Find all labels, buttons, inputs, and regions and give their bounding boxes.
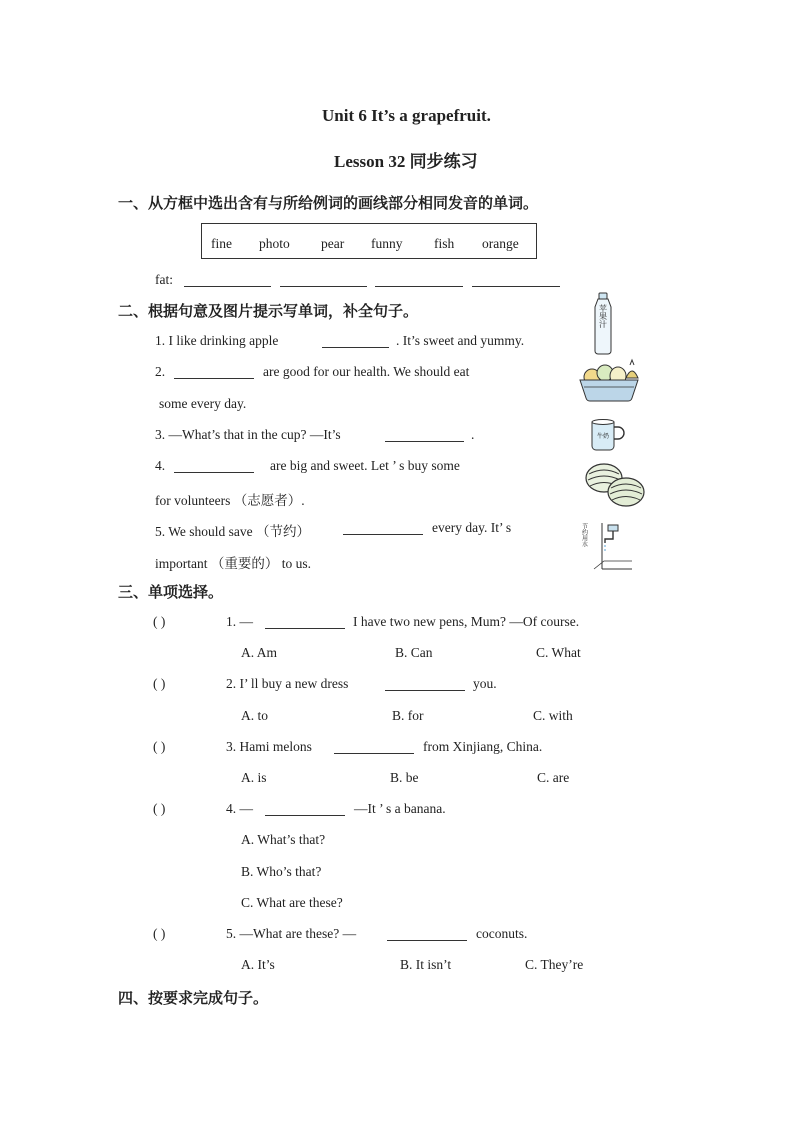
milk-cup-image: [588, 418, 626, 452]
choice-q3-option-a[interactable]: A. is: [241, 770, 267, 785]
choice-q2-option-a[interactable]: A. to: [241, 708, 268, 723]
question-2-3-tail: .: [471, 427, 475, 442]
choice-q4-stem: 4. —: [226, 801, 253, 816]
answer-blank[interactable]: [472, 274, 560, 287]
question-2-5-line2: important （重要的） to us.: [155, 556, 311, 571]
word-option: pear: [321, 236, 345, 251]
answer-parenthesis[interactable]: ( ): [153, 739, 166, 754]
section1-heading: 一、从方框中选出含有与所给例词的画线部分相同发音的单词。: [118, 196, 539, 212]
juice-label: 苹果汁: [598, 304, 608, 328]
choice-q4-option-b[interactable]: B. Who’s that?: [241, 864, 322, 879]
answer-parenthesis[interactable]: ( ): [153, 614, 166, 629]
choice-q1-option-a[interactable]: A. Am: [241, 645, 278, 660]
answer-blank[interactable]: [174, 460, 254, 473]
milk-label: 牛奶: [596, 433, 610, 440]
choice-q5-stem-tail: coconuts.: [476, 926, 528, 941]
word-box: [201, 223, 537, 259]
answer-blank[interactable]: [387, 928, 467, 941]
word-option: orange: [482, 236, 519, 251]
melons-image: [584, 458, 646, 510]
choice-q4-stem-tail: —It ’ s a banana.: [354, 801, 446, 816]
example-word: fat:: [155, 272, 173, 287]
choice-q1-stem: 1. —: [226, 614, 253, 629]
answer-parenthesis[interactable]: ( ): [153, 676, 166, 691]
pineapple-icon: [626, 371, 638, 378]
question-2-1-tail: . It’s sweet and yummy.: [396, 333, 525, 348]
section3-heading: 三、单项选择。: [118, 585, 224, 601]
answer-blank[interactable]: [265, 616, 345, 629]
word-option: fish: [434, 236, 455, 251]
choice-q3-stem-tail: from Xinjiang, China.: [423, 739, 543, 754]
answer-blank[interactable]: [322, 335, 389, 348]
choice-q2-stem-tail: you.: [473, 676, 497, 691]
choice-q1-stem-tail: I have two new pens, Mum? —Of course.: [353, 614, 580, 629]
choice-q2-option-c[interactable]: C. with: [533, 708, 573, 723]
choice-q2-option-b[interactable]: B. for: [392, 708, 424, 723]
choice-q3-option-c[interactable]: C. are: [537, 770, 570, 785]
word-option: fine: [211, 236, 232, 251]
answer-blank[interactable]: [385, 678, 465, 691]
choice-q3-option-b[interactable]: B. be: [390, 770, 419, 785]
answer-blank[interactable]: [280, 274, 367, 287]
answer-blank[interactable]: [385, 429, 464, 442]
answer-blank[interactable]: [334, 741, 414, 754]
choice-q4-option-a[interactable]: A. What’s that?: [241, 832, 326, 847]
word-option: funny: [371, 236, 403, 251]
page-title: Unit 6 It’s a grapefruit.: [322, 106, 491, 125]
question-2-4-text: are big and sweet. Let ’ s buy some: [270, 458, 460, 473]
water-tap-image: [580, 517, 634, 577]
choice-q5-option-b[interactable]: B. It isn’t: [400, 957, 452, 972]
answer-blank[interactable]: [184, 274, 271, 287]
choice-q5-option-a[interactable]: A. It’s: [241, 957, 275, 972]
answer-blank[interactable]: [375, 274, 463, 287]
question-2-4-num: 4.: [155, 458, 166, 473]
choice-q1-option-b[interactable]: B. Can: [395, 645, 433, 660]
answer-blank[interactable]: [343, 522, 423, 535]
section4-heading: 四、按要求完成句子。: [118, 991, 269, 1007]
choice-q2-stem: 2. I’ ll buy a new dress: [226, 676, 349, 691]
choice-q4-option-c[interactable]: C. What are these?: [241, 895, 343, 910]
question-2-5-tail: every day. It’ s: [432, 520, 512, 535]
answer-blank[interactable]: [265, 803, 345, 816]
question-2-1-text: 1. I like drinking apple: [155, 333, 279, 348]
basket-icon: [580, 380, 638, 401]
choice-q5-option-c[interactable]: C. They’re: [525, 957, 584, 972]
question-2-2-line2: some every day.: [159, 396, 247, 411]
question-2-5-text: 5. We should save （节约）: [155, 524, 311, 539]
question-2-4-line2: for volunteers （志愿者）.: [155, 493, 305, 508]
question-2-3-text: 3. —What’s that in the cup? —It’s: [155, 427, 341, 442]
juice-bottle-image: [590, 292, 616, 354]
choice-q3-stem: 3. Hami melons: [226, 739, 312, 754]
answer-parenthesis[interactable]: ( ): [153, 926, 166, 941]
choice-q5-stem: 5. —What are these? —: [226, 926, 357, 941]
water-label: 节约用水: [580, 523, 588, 547]
choice-q1-option-c[interactable]: C. What: [536, 645, 581, 660]
word-option: photo: [259, 236, 290, 251]
answer-blank[interactable]: [174, 366, 254, 379]
section2-heading: 二、根据句意及图片提示写单词，补全句子。: [118, 304, 419, 320]
fruit-basket-image: [578, 360, 640, 404]
page-subtitle: Lesson 32 同步练习: [334, 152, 478, 171]
question-2-2-num: 2.: [155, 364, 166, 379]
answer-parenthesis[interactable]: ( ): [153, 801, 166, 816]
question-2-2-text: are good for our health. We should eat: [263, 364, 470, 379]
